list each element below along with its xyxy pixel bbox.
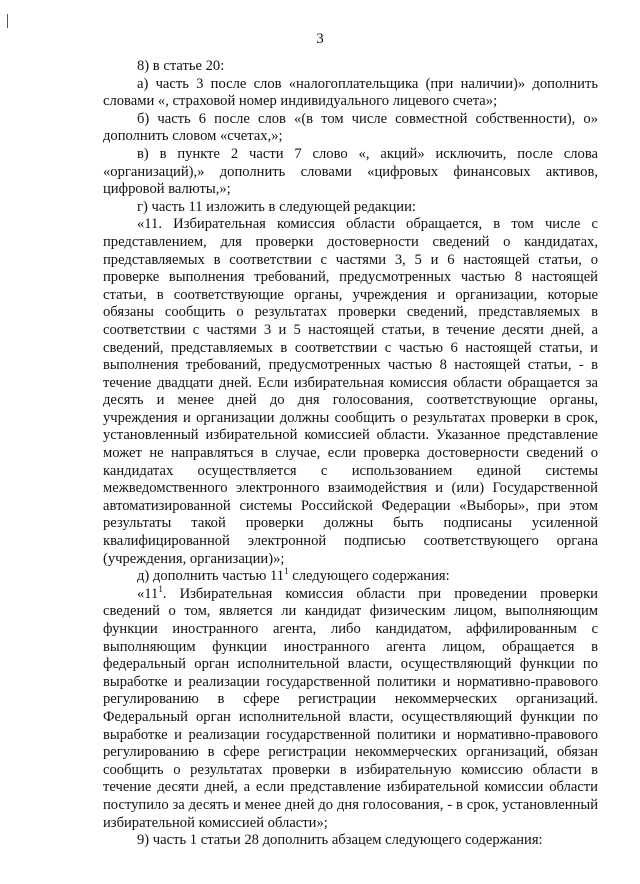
paragraph-part-11-text: «11. Избирательная комиссия области обращается, в том числе с представлением, для проверки достоверности сведений о кандидатах, представляемых в соответствии с частями 3, 5 и 6 настоящей статьи, о проверке выполнения требований, предусмотренных частью 8 настоящей статьи, в соответствующие органы, учреждения и организации, которые обязаны сообщить о результатах проверки сведений, представляемых в соответствии с частями 3 и 5 настоящей статьи, в течение десяти дней, а сведений, представляемых в соответствии с частью 6 настоящей статьи, и выполнения требований, предусмотренных частью 8 настоящей статьи, - в течение двадцати дней. Если избирательная комиссия области обращается за десять и менее дней до дня голосования, соответствующие органы, учреждения и организации должны сообщить о результатах проверки в срок, установленный избирательной комиссией области. Указанное представление может не направляться в случае, если проверка достоверности сведений о кандидатах осуществляется с использованием единой системы межведомственного электронного взаимодействия и (или) Государственной автоматизированной системы Российской Федерации «Выборы», при этом результаты такой проверки должны быть подписаны усиленной квалифицированной электронной подписью соответствующего органа (учреждения, организации)»;: [103, 216, 598, 567]
paragraph-part-11-1-superscript: 1: [158, 583, 163, 594]
paragraph-item-v: в) в пункте 2 части 7 слово «, акций» исключить, после слова «организаций),» дополнить словами «цифровых финансовых активов, цифровой валюты,»;: [103, 145, 598, 198]
paragraph-item-b: б) часть 6 после слов «(в том числе совместной собственности), о» дополнить словом «счетах,»;: [103, 110, 598, 145]
paragraph-item-g: г) часть 11 изложить в следующей редакции:: [137, 198, 416, 215]
paragraph-item-a: а) часть 3 после слов «налогоплательщика (при наличии)» дополнить словами «, страховой номер индивидуального лицевого счета»;: [103, 75, 598, 110]
scan-edge-mark: [7, 14, 8, 28]
paragraph-article-20-heading: 8) в статье 20:: [137, 58, 225, 74]
paragraph-part-11-1-post: . Избирательная комиссия области при проведении проверки сведений о том, является ли кандидат физическим лицом, выполняющим функции иностранного агента, либо кандидатом, аффилированным с выполняющим функции иностранного агента лицом, обращается в федеральный орган исполнительной власти, осуществляющий функции по выработке и реализации государственной политики и нормативно-правового регулированию в сфере регистрации некоммерческих организаций. Федеральный орган исполнительной власти, осуществляющий функции по выработке и реализации государственной политики и нормативно-правового регулированию в сфере регистрации некоммерческих организаций, обязан сообщить о результатах проверки в избирательную комиссию области в течение десяти дней, а если представление избирательной комиссии области поступило за десять и менее дней до дня голосования, - в срок, установленный избирательной комиссией области»;: [103, 585, 598, 831]
paragraph-item-d-pre: д) дополнить частью 11: [137, 568, 285, 585]
paragraph-item-d-post: следующего содержания:: [288, 568, 450, 585]
paragraph-item-d: [103, 568, 598, 586]
page-number: 3: [316, 31, 324, 47]
paragraph-part-11-1-pre: «11: [137, 585, 159, 602]
paragraph-item-d-superscript: 1: [284, 566, 289, 577]
paragraph-part-11-1-text: [103, 583, 598, 832]
document-body: [103, 58, 598, 850]
paragraph-item-9: 9) часть 1 статьи 28 дополнить абзацем следующего содержания:: [137, 832, 543, 849]
